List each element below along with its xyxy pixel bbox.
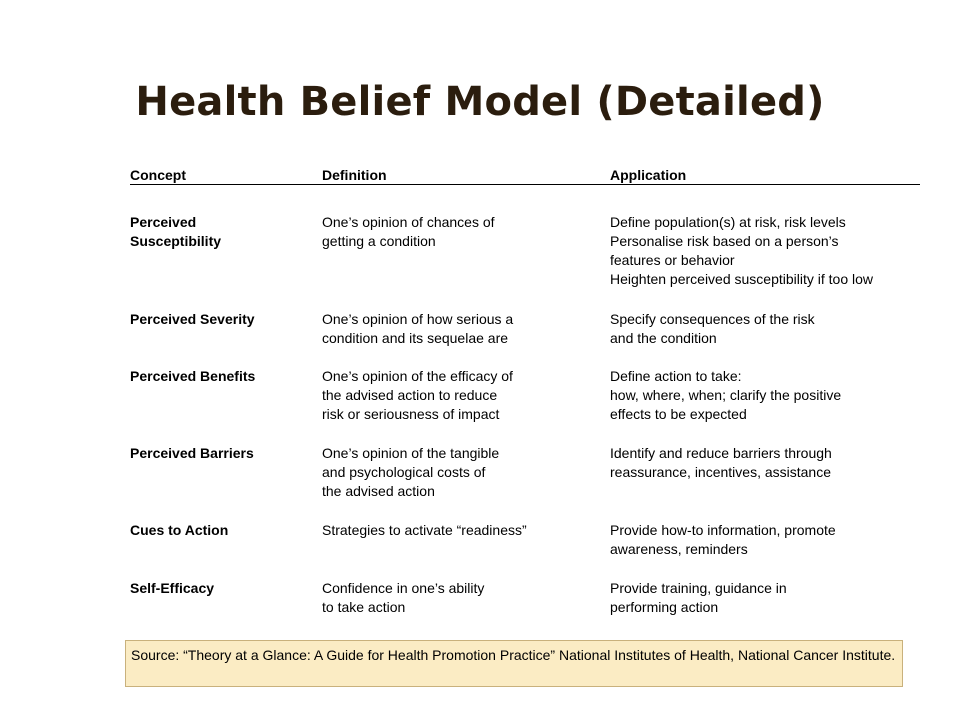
definition-line: Confidence in one’s ability (322, 580, 485, 596)
concept-cell (130, 213, 320, 251)
page-title: Health Belief Model (Detailed) (135, 79, 825, 125)
definition-cell (322, 444, 607, 501)
definition-line: One’s opinion of the efficacy of (322, 368, 513, 384)
application-line: awareness, reminders (610, 541, 748, 557)
concept-cell (130, 367, 320, 386)
header-definition: Definition (322, 167, 387, 183)
application-line: Provide how-to information, promote (610, 522, 836, 538)
application-line: Heighten perceived susceptibility if too low (610, 271, 874, 287)
definition-line: risk or seriousness of impact (322, 406, 500, 422)
application-line: Identify and reduce barriers through (610, 445, 832, 461)
application-line: performing action (610, 599, 719, 615)
concept-cell (130, 444, 320, 463)
definition-line: the advised action to reduce (322, 387, 498, 403)
concept-line: Susceptibility (130, 233, 222, 249)
concept-line: Self-Efficacy (130, 580, 215, 596)
application-cell (610, 444, 920, 482)
application-line: Personalise risk based on a person’s (610, 233, 839, 249)
definition-line: and psychological costs of (322, 464, 486, 480)
application-cell (610, 367, 920, 424)
application-line: how, where, when; clarify the positive (610, 387, 842, 403)
concept-line: Perceived Benefits (130, 368, 256, 384)
definition-cell (322, 213, 607, 251)
application-cell (610, 521, 920, 559)
definition-cell (322, 310, 607, 348)
definition-line: condition and its sequelae are (322, 330, 509, 346)
header-application: Application (610, 167, 687, 183)
application-line: features or behavior (610, 252, 735, 268)
definition-line: One’s opinion of chances of (322, 214, 495, 230)
application-line: Define population(s) at risk, risk levels (610, 214, 846, 230)
concept-cell (130, 521, 320, 540)
definition-cell (322, 579, 607, 617)
application-line: and the condition (610, 330, 717, 346)
application-cell (610, 579, 920, 617)
application-line: Define action to take: (610, 368, 742, 384)
concept-line: Perceived Severity (130, 311, 255, 327)
definition-cell (322, 521, 607, 540)
definition-line: Strategies to activate “readiness” (322, 522, 527, 538)
concept-line: Perceived (130, 214, 197, 230)
table-header (130, 167, 920, 185)
concept-line: Perceived Barriers (130, 445, 254, 461)
definition-line: One’s opinion of how serious a (322, 311, 514, 327)
concept-line: Cues to Action (130, 522, 229, 538)
definition-line: One’s opinion of the tangible (322, 445, 500, 461)
concept-cell (130, 579, 320, 598)
definition-line: to take action (322, 599, 406, 615)
definition-line: the advised action (322, 483, 435, 499)
source-citation: Source: “Theory at a Glance: A Guide for Health Promotion Practice” National Institutes of Health, National Cancer Institute. (125, 640, 903, 687)
application-line: reassurance, incentives, assistance (610, 464, 831, 480)
application-line: Provide training, guidance in (610, 580, 787, 596)
definition-line: getting a condition (322, 233, 436, 249)
application-line: effects to be expected (610, 406, 747, 422)
header-concept: Concept (130, 167, 186, 183)
application-cell (610, 310, 920, 348)
application-line: Specify consequences of the risk (610, 311, 815, 327)
concept-cell (130, 310, 320, 329)
application-cell (610, 213, 920, 289)
definition-cell (322, 367, 607, 424)
